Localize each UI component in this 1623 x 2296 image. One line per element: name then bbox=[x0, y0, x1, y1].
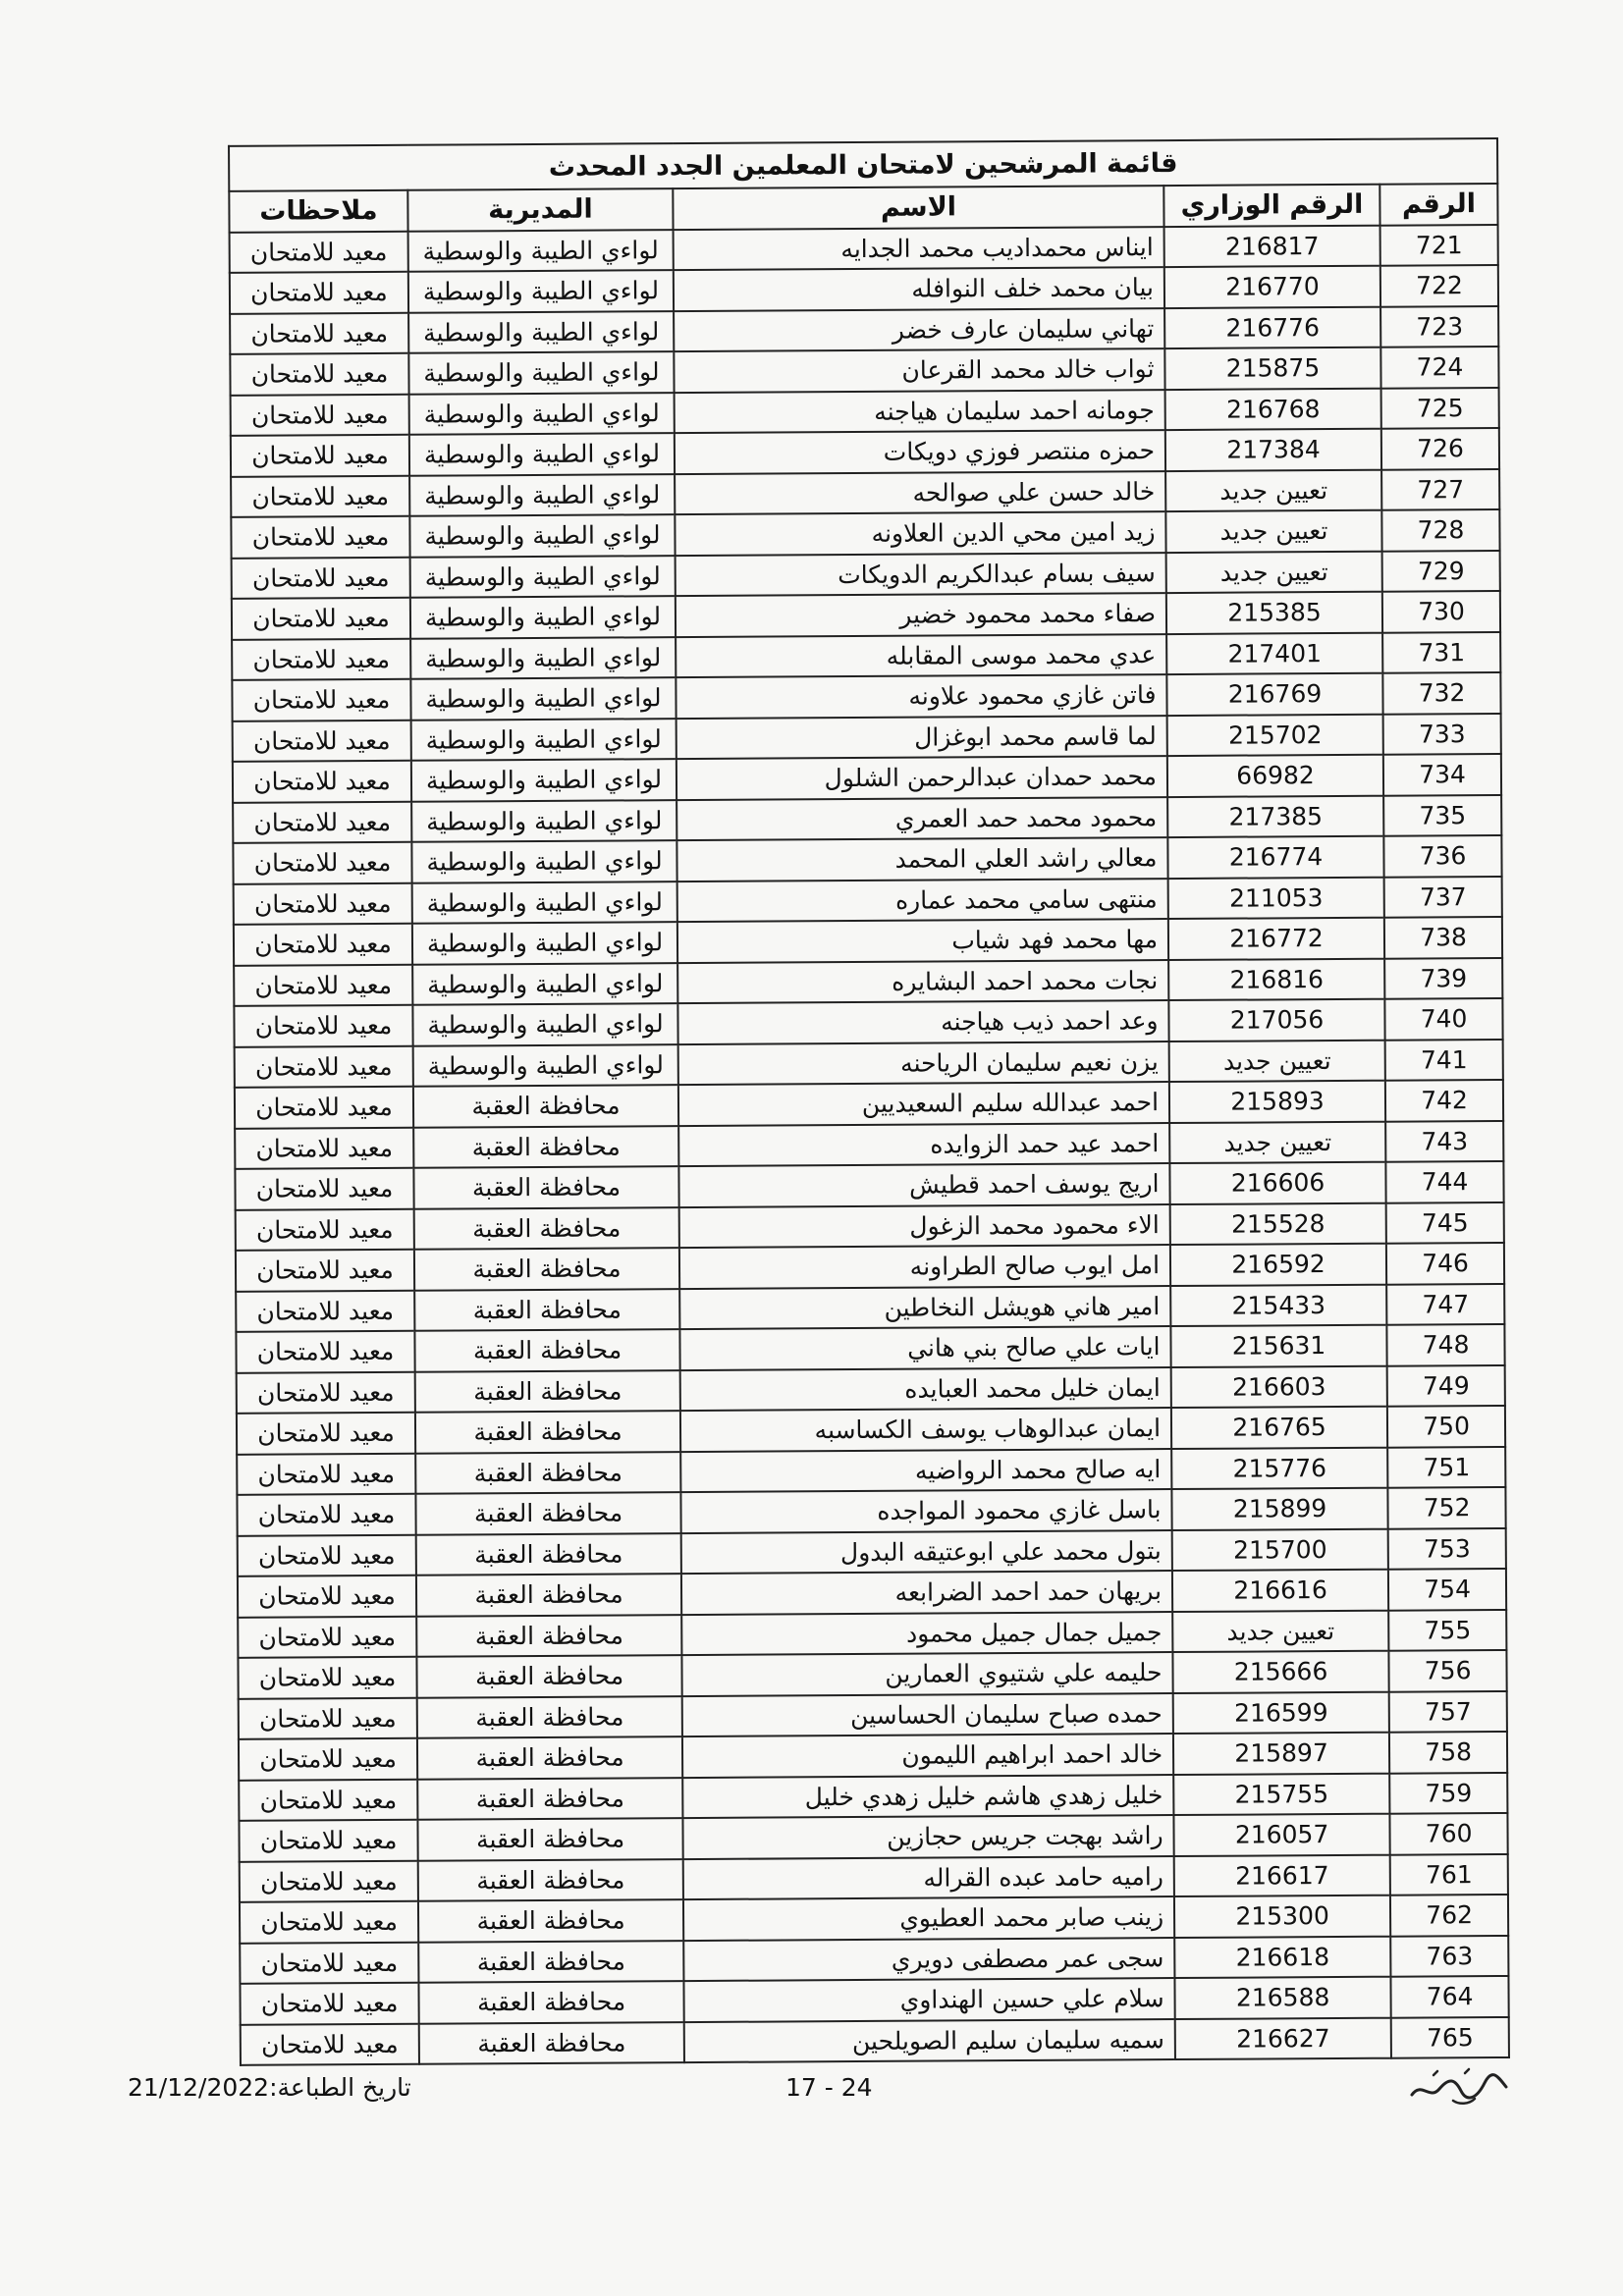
cell-ministry-id: 217056 bbox=[1168, 999, 1384, 1041]
cell-directorate: محافظة العقبة bbox=[414, 1289, 679, 1331]
cell-name: صفاء محمد محمود خضير bbox=[676, 593, 1166, 637]
cell-number: 750 bbox=[1387, 1406, 1505, 1447]
cell-directorate: محافظة العقبة bbox=[419, 1981, 684, 2023]
cell-ministry-id: تعيين جديد bbox=[1172, 1610, 1388, 1652]
cell-directorate: لواءي الطيبة والوسطية bbox=[408, 230, 674, 272]
cell-ministry-id: 215776 bbox=[1171, 1447, 1387, 1489]
cell-directorate: لواءي الطيبة والوسطية bbox=[410, 556, 676, 598]
cell-directorate: لواءي الطيبة والوسطية bbox=[409, 433, 675, 475]
cell-number: 722 bbox=[1380, 265, 1498, 306]
cell-number: 753 bbox=[1388, 1527, 1506, 1569]
cell-notes: معيد للامتحان bbox=[238, 1657, 416, 1699]
cell-directorate: محافظة العقبة bbox=[413, 1085, 678, 1127]
cell-name: ايمان عبدالوهاب يوسف الكساسبه bbox=[680, 1408, 1171, 1452]
cell-ministry-id: تعيين جديد bbox=[1165, 469, 1381, 511]
cell-name: سميه سليمان سليم الصويلحين bbox=[684, 2019, 1175, 2063]
cell-number: 723 bbox=[1380, 305, 1498, 347]
cell-name: ثواب خالد محمد القرعان bbox=[674, 348, 1164, 393]
cell-notes: معيد للامتحان bbox=[238, 1575, 416, 1618]
cell-number: 765 bbox=[1391, 2016, 1509, 2057]
cell-ministry-id: 216603 bbox=[1171, 1365, 1387, 1408]
cell-name: ايات علي صالح بني هاني bbox=[679, 1326, 1170, 1370]
cell-notes: معيد للامتحان bbox=[238, 1616, 416, 1658]
cell-ministry-id: 216774 bbox=[1167, 836, 1383, 879]
cell-ministry-id: 217384 bbox=[1165, 429, 1381, 471]
header-directorate: المديرية bbox=[407, 188, 673, 231]
cell-notes: معيد للامتحان bbox=[241, 2023, 419, 2065]
cell-notes: معيد للامتحان bbox=[230, 231, 408, 273]
cell-notes: معيد للامتحان bbox=[233, 801, 411, 843]
cell-directorate: محافظة العقبة bbox=[418, 1859, 683, 1901]
cell-number: 763 bbox=[1390, 1935, 1508, 1976]
cell-directorate: محافظة العقبة bbox=[416, 1574, 681, 1616]
cell-name: اريج يوسف احمد قطيش bbox=[678, 1163, 1169, 1207]
cell-ministry-id: 216776 bbox=[1164, 306, 1380, 348]
cell-notes: معيد للامتحان bbox=[231, 394, 409, 436]
cell-name: احمد عبدالله سليم السعيديين bbox=[678, 1082, 1169, 1126]
candidates-table bbox=[228, 137, 1510, 2066]
cell-name: امير هاني هويشل النخاطين bbox=[679, 1286, 1170, 1330]
cell-name: نجات محمد احمد البشايره bbox=[677, 960, 1168, 1004]
cell-directorate: لواءي الطيبة والوسطية bbox=[413, 1044, 678, 1087]
header-number: الرقم bbox=[1380, 184, 1497, 225]
cell-notes: معيد للامتحان bbox=[232, 557, 410, 599]
cell-ministry-id: 217401 bbox=[1166, 632, 1382, 674]
cell-directorate: محافظة العقبة bbox=[418, 1899, 683, 1942]
cell-directorate: محافظة العقبة bbox=[417, 1778, 682, 1820]
cell-ministry-id: تعيين جديد bbox=[1169, 1040, 1385, 1082]
cell-notes: معيد للامتحان bbox=[235, 1168, 413, 1210]
cell-ministry-id: 216817 bbox=[1164, 225, 1380, 267]
cell-notes: معيد للامتحان bbox=[237, 1371, 415, 1414]
cell-ministry-id: 215300 bbox=[1174, 1896, 1390, 1938]
cell-directorate: محافظة العقبة bbox=[417, 1736, 682, 1779]
candidates-table-wrapper bbox=[228, 137, 1508, 2066]
cell-name: محمود محمد حمد العمري bbox=[676, 797, 1167, 841]
cell-name: بريهان حمد احمد الضرابعه bbox=[681, 1571, 1172, 1615]
cell-ministry-id: 215385 bbox=[1166, 592, 1382, 634]
cell-directorate: لواءي الطيبة والوسطية bbox=[410, 596, 676, 638]
cell-directorate: محافظة العقبة bbox=[419, 2022, 684, 2064]
cell-directorate: محافظة العقبة bbox=[415, 1411, 680, 1453]
cell-name: بتول محمد علي ابوعتيقه البدول bbox=[681, 1530, 1172, 1575]
cell-notes: معيد للامتحان bbox=[233, 761, 411, 803]
cell-notes: معيد للامتحان bbox=[234, 964, 412, 1006]
cell-ministry-id: 216768 bbox=[1165, 388, 1381, 430]
cell-notes: معيد للامتحان bbox=[237, 1413, 415, 1455]
cell-notes: معيد للامتحان bbox=[233, 720, 411, 762]
cell-name: عدي محمد موسى المقابله bbox=[676, 634, 1166, 678]
cell-ministry-id: 216765 bbox=[1171, 1407, 1387, 1449]
cell-notes: معيد للامتحان bbox=[240, 1983, 418, 2025]
cell-name: يزن نعيم سليمان الرياحنه bbox=[678, 1041, 1169, 1086]
cell-number: 749 bbox=[1387, 1364, 1505, 1406]
cell-number: 727 bbox=[1381, 468, 1499, 509]
cell-name: سلام علي حسين الهنداوي bbox=[684, 1978, 1175, 2022]
cell-directorate: محافظة العقبة bbox=[416, 1615, 681, 1657]
cell-number: 764 bbox=[1390, 1976, 1508, 2017]
cell-name: ايناس محمداديب محمد الجدايه bbox=[674, 227, 1164, 271]
cell-notes: معيد للامتحان bbox=[234, 1005, 412, 1047]
cell-number: 762 bbox=[1390, 1895, 1508, 1936]
cell-directorate: محافظة العقبة bbox=[414, 1207, 679, 1250]
cell-notes: معيد للامتحان bbox=[231, 516, 409, 559]
cell-notes: معيد للامتحان bbox=[232, 598, 410, 640]
cell-number: 752 bbox=[1387, 1487, 1505, 1528]
cell-notes: معيد للامتحان bbox=[240, 1901, 418, 1944]
cell-name: خالد حسن علي صوالحه bbox=[675, 471, 1165, 515]
cell-name: مها محمد فهد شياب bbox=[677, 919, 1168, 963]
cell-number: 740 bbox=[1384, 998, 1502, 1040]
cell-number: 756 bbox=[1388, 1650, 1506, 1691]
cell-directorate: محافظة العقبة bbox=[414, 1329, 679, 1371]
cell-notes: معيد للامتحان bbox=[238, 1534, 416, 1576]
cell-name: راميه حامد عبده القراله bbox=[683, 1856, 1174, 1900]
cell-directorate: لواءي الطيبة والوسطية bbox=[411, 719, 676, 761]
cell-ministry-id: 215433 bbox=[1170, 1284, 1386, 1326]
cell-name: لما قاسم محمد ابوغزال bbox=[676, 716, 1167, 760]
cell-directorate: محافظة العقبة bbox=[416, 1655, 681, 1697]
cell-ministry-id: 215631 bbox=[1170, 1325, 1386, 1367]
cell-directorate: لواءي الطيبة والوسطية bbox=[409, 393, 675, 435]
cell-number: 735 bbox=[1383, 794, 1501, 835]
cell-notes: معيد للامتحان bbox=[234, 924, 412, 966]
cell-directorate: لواءي الطيبة والوسطية bbox=[412, 881, 677, 924]
cell-directorate: محافظة العقبة bbox=[418, 1941, 683, 1983]
cell-ministry-id: 66982 bbox=[1167, 755, 1383, 797]
cell-name: محمد حمدان عبدالرحمن الشلول bbox=[676, 756, 1167, 800]
cell-directorate: لواءي الطيبة والوسطية bbox=[412, 922, 677, 964]
cell-name: سيف بسام عبدالكريم الدويكات bbox=[676, 553, 1166, 597]
cell-name: حمده صباح سليمان الحساسين bbox=[682, 1693, 1173, 1737]
cell-ministry-id: 211053 bbox=[1168, 877, 1384, 919]
cell-number: 725 bbox=[1381, 387, 1499, 428]
print-date: تاريخ الطباعة:21/12/2022 bbox=[128, 2073, 411, 2102]
cell-directorate: محافظة العقبة bbox=[413, 1126, 678, 1168]
cell-number: 757 bbox=[1389, 1690, 1507, 1732]
cell-number: 760 bbox=[1389, 1813, 1507, 1854]
cell-notes: معيد للامتحان bbox=[231, 435, 409, 477]
cell-ministry-id: تعيين جديد bbox=[1165, 510, 1381, 553]
cell-name: حمزه منتصر فوزي دويكات bbox=[675, 430, 1165, 474]
cell-name: امل ايوب صالح الطراونه bbox=[679, 1245, 1170, 1289]
cell-directorate: لواءي الطيبة والوسطية bbox=[411, 800, 676, 842]
cell-ministry-id: 216816 bbox=[1168, 958, 1384, 1000]
cell-directorate: لواءي الطيبة والوسطية bbox=[412, 1003, 677, 1045]
cell-notes: معيد للامتحان bbox=[234, 882, 412, 925]
cell-number: 732 bbox=[1382, 672, 1500, 714]
cell-notes: معيد للامتحان bbox=[230, 272, 408, 314]
cell-number: 728 bbox=[1381, 509, 1499, 551]
cell-number: 744 bbox=[1385, 1161, 1503, 1202]
cell-ministry-id: 215893 bbox=[1169, 1081, 1385, 1123]
signature-mark bbox=[1404, 2061, 1512, 2110]
cell-name: جومانه احمد سليمان هياجنه bbox=[675, 390, 1165, 434]
cell-ministry-id: 215897 bbox=[1173, 1733, 1389, 1775]
cell-directorate: محافظة العقبة bbox=[414, 1248, 679, 1290]
cell-number: 745 bbox=[1386, 1201, 1504, 1243]
cell-directorate: لواءي الطيبة والوسطية bbox=[409, 474, 675, 516]
cell-notes: معيد للامتحان bbox=[235, 1087, 413, 1129]
cell-notes: معيد للامتحان bbox=[237, 1494, 415, 1536]
cell-number: 751 bbox=[1387, 1446, 1505, 1487]
cell-notes: معيد للامتحان bbox=[230, 353, 408, 396]
cell-notes: معيد للامتحان bbox=[240, 1942, 418, 1984]
cell-number: 759 bbox=[1389, 1772, 1507, 1813]
cell-notes: معيد للامتحان bbox=[236, 1250, 414, 1292]
cell-name: زينب صابر محمد العطيوي bbox=[683, 1896, 1174, 1941]
cell-notes: معيد للامتحان bbox=[239, 1738, 417, 1781]
cell-notes: معيد للامتحان bbox=[230, 312, 408, 354]
cell-notes: معيد للامتحان bbox=[235, 1127, 413, 1169]
cell-directorate: لواءي الطيبة والوسطية bbox=[408, 311, 674, 353]
cell-ministry-id: 215700 bbox=[1172, 1528, 1388, 1571]
cell-ministry-id: 216606 bbox=[1169, 1162, 1385, 1204]
cell-number: 729 bbox=[1382, 550, 1500, 591]
cell-ministry-id: 215702 bbox=[1167, 714, 1383, 756]
cell-number: 734 bbox=[1383, 754, 1501, 795]
cell-name: حليمه علي شتيوي العمارين bbox=[681, 1652, 1172, 1696]
cell-number: 755 bbox=[1388, 1609, 1506, 1650]
cell-directorate: لواءي الطيبة والوسطية bbox=[410, 677, 676, 720]
cell-ministry-id: 215755 bbox=[1173, 1773, 1389, 1815]
cell-number: 743 bbox=[1385, 1120, 1503, 1161]
cell-ministry-id: 215875 bbox=[1164, 347, 1380, 390]
header-notes: ملاحظات bbox=[229, 190, 407, 233]
cell-notes: معيد للامتحان bbox=[232, 638, 410, 680]
cell-number: 731 bbox=[1382, 631, 1500, 672]
cell-name: باسل غازي محمود المواجده bbox=[680, 1489, 1171, 1533]
cell-number: 721 bbox=[1380, 224, 1498, 265]
cell-name: معالي راشد العلي المحمد bbox=[676, 837, 1167, 881]
cell-notes: معيد للامتحان bbox=[232, 679, 410, 721]
cell-directorate: محافظة العقبة bbox=[417, 1696, 682, 1738]
cell-number: 737 bbox=[1384, 876, 1502, 917]
cell-ministry-id: 216618 bbox=[1174, 1936, 1390, 1978]
cell-directorate: محافظة العقبة bbox=[415, 1370, 680, 1413]
cell-ministry-id: 216599 bbox=[1173, 1691, 1389, 1734]
cell-directorate: محافظة العقبة bbox=[416, 1533, 681, 1575]
cell-ministry-id: 216627 bbox=[1175, 2017, 1391, 2059]
cell-notes: معيد للامتحان bbox=[240, 1860, 418, 1902]
cell-number: 730 bbox=[1382, 591, 1500, 632]
cell-directorate: لواءي الطيبة والوسطية bbox=[411, 840, 676, 882]
cell-name: فاتن غازي محمود علاونه bbox=[676, 674, 1166, 719]
cell-number: 758 bbox=[1389, 1732, 1507, 1773]
cell-name: بيان محمد خلف النوافله bbox=[674, 267, 1164, 311]
cell-directorate: لواءي الطيبة والوسطية bbox=[408, 351, 674, 394]
cell-notes: معيد للامتحان bbox=[239, 1779, 417, 1821]
cell-directorate: لواءي الطيبة والوسطية bbox=[409, 514, 675, 557]
cell-number: 726 bbox=[1381, 428, 1499, 469]
cell-number: 736 bbox=[1383, 835, 1501, 877]
cell-name: الاء محمود محمد الزغول bbox=[679, 1204, 1170, 1249]
cell-directorate: محافظة العقبة bbox=[413, 1166, 678, 1208]
cell-name: خالد احمد ابراهيم الليمون bbox=[682, 1734, 1173, 1778]
cell-directorate: محافظة العقبة bbox=[415, 1452, 680, 1494]
cell-name: راشد بهجت جريس حجازين bbox=[682, 1815, 1173, 1859]
cell-directorate: محافظة العقبة bbox=[417, 1818, 682, 1860]
cell-ministry-id: 216770 bbox=[1164, 266, 1380, 308]
cell-name: جميل جمال جميل محمود bbox=[681, 1612, 1172, 1656]
cell-notes: معيد للامتحان bbox=[239, 1697, 417, 1739]
cell-name: وعد احمد ذيب هياجنه bbox=[677, 1000, 1168, 1044]
cell-ministry-id: 217385 bbox=[1167, 795, 1383, 837]
cell-ministry-id: تعيين جديد bbox=[1169, 1121, 1385, 1163]
page-number: 17 - 24 bbox=[785, 2073, 873, 2102]
cell-number: 739 bbox=[1384, 957, 1502, 998]
table-body bbox=[230, 224, 1509, 2064]
cell-ministry-id: 216588 bbox=[1174, 1977, 1390, 2019]
cell-ministry-id: 216057 bbox=[1173, 1814, 1389, 1856]
cell-ministry-id: 216772 bbox=[1168, 918, 1384, 960]
cell-directorate: لواءي الطيبة والوسطية bbox=[412, 963, 677, 1005]
cell-ministry-id: تعيين جديد bbox=[1166, 551, 1382, 593]
cell-directorate: لواءي الطيبة والوسطية bbox=[410, 637, 676, 679]
table-row bbox=[241, 2016, 1509, 2064]
cell-notes: معيد للامتحان bbox=[235, 1045, 413, 1088]
cell-ministry-id: 215528 bbox=[1170, 1202, 1386, 1245]
cell-number: 747 bbox=[1386, 1283, 1504, 1324]
cell-number: 724 bbox=[1380, 347, 1498, 388]
cell-name: منتهى سامي محمد عماره bbox=[677, 879, 1168, 923]
cell-notes: معيد للامتحان bbox=[236, 1208, 414, 1251]
cell-ministry-id: 216592 bbox=[1170, 1244, 1386, 1286]
cell-number: 754 bbox=[1388, 1569, 1506, 1610]
cell-name: احمد عيد حمد الزوايده bbox=[678, 1123, 1169, 1167]
cell-number: 761 bbox=[1390, 1853, 1508, 1895]
cell-ministry-id: 216769 bbox=[1166, 673, 1382, 716]
cell-notes: معيد للامتحان bbox=[239, 1820, 417, 1862]
header-name: الاسم bbox=[673, 186, 1163, 230]
cell-ministry-id: 215666 bbox=[1172, 1651, 1388, 1693]
cell-notes: معيد للامتحان bbox=[233, 842, 411, 884]
cell-number: 733 bbox=[1383, 713, 1501, 754]
cell-number: 741 bbox=[1385, 1039, 1503, 1080]
cell-directorate: محافظة العقبة bbox=[415, 1492, 680, 1534]
cell-directorate: لواءي الطيبة والوسطية bbox=[408, 270, 674, 312]
cell-name: زيد امين محي الدين العلاونه bbox=[675, 511, 1165, 556]
cell-ministry-id: 216617 bbox=[1174, 1854, 1390, 1896]
table-title: قائمة المرشحين لامتحان المعلمين الجدد المحدث bbox=[229, 138, 1497, 191]
header-ministry-id: الرقم الوزاري bbox=[1163, 185, 1380, 227]
cell-notes: معيد للامتحان bbox=[236, 1331, 414, 1373]
cell-name: خليل زهدي هاشم خليل زهدي خليل bbox=[682, 1775, 1173, 1819]
cell-ministry-id: 216616 bbox=[1172, 1570, 1388, 1612]
cell-notes: معيد للامتحان bbox=[231, 475, 409, 517]
cell-number: 746 bbox=[1386, 1243, 1504, 1284]
cell-number: 738 bbox=[1384, 917, 1502, 958]
cell-name: ايمان خليل محمد العبايده bbox=[680, 1367, 1171, 1412]
cell-number: 748 bbox=[1386, 1324, 1504, 1365]
cell-name: سجى عمر مصطفى دويري bbox=[683, 1938, 1174, 1982]
cell-name: ايه صالح محمد الرواضيه bbox=[680, 1449, 1171, 1493]
cell-ministry-id: 215899 bbox=[1171, 1488, 1387, 1530]
cell-directorate: لواءي الطيبة والوسطية bbox=[411, 759, 676, 801]
cell-notes: معيد للامتحان bbox=[236, 1290, 414, 1332]
cell-number: 742 bbox=[1385, 1080, 1503, 1121]
cell-name: تهاني سليمان عارف خضر bbox=[674, 308, 1164, 352]
cell-notes: معيد للامتحان bbox=[237, 1453, 415, 1495]
